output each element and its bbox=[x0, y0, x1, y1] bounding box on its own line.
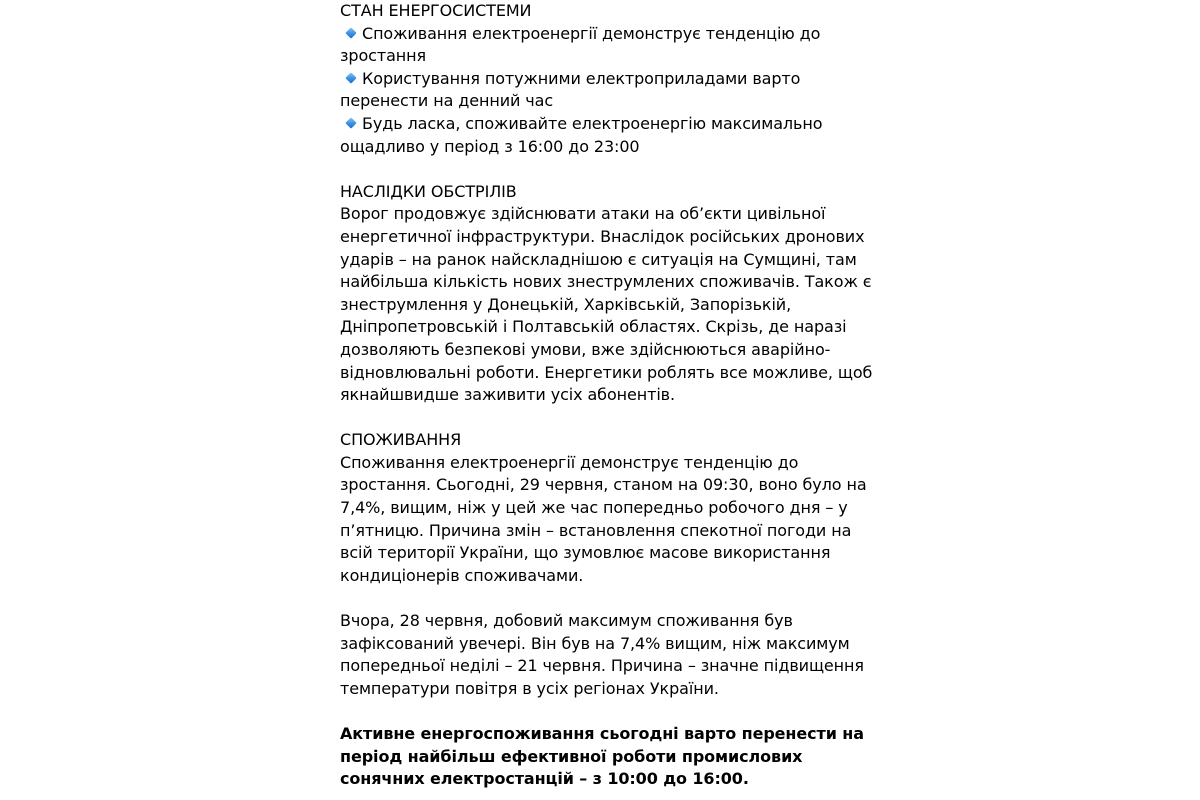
paragraph-gap bbox=[340, 700, 880, 723]
bullet-item bbox=[340, 23, 880, 68]
paragraph-gap bbox=[340, 158, 880, 181]
consumption-paragraph-2: Вчора, 28 червня, добовий максимум споживання був зафіксований увечері. Він був на 7,4% вищим, ніж максимум попередньої неділі – 21 червня. Причина – значне підвищення температури повітря в усіх регіонах України. bbox=[340, 611, 864, 698]
blue-diamond-icon bbox=[345, 73, 356, 84]
bullet-text: Користування потужними електроприладами варто перенести на денний час bbox=[340, 68, 801, 111]
bullet-item bbox=[340, 113, 880, 158]
bullet-text: Будь ласка, споживайте електроенергію максимально ощадливо у період з 16:00 до 23:00 bbox=[340, 113, 823, 156]
section-title-grid-status: СТАН ЕНЕРГОСИСТЕМИ bbox=[340, 1, 532, 20]
message-post bbox=[340, 0, 880, 791]
paragraph-gap bbox=[340, 407, 880, 430]
paragraph-gap bbox=[340, 587, 880, 610]
bold-recommendation: Активне енергоспоживання сьогодні варто перенести на період найбільш ефективної роботи промислових сонячних електростанцій – з 10:00 до 16:00. bbox=[340, 724, 864, 789]
section-title-shelling: НАСЛІДКИ ОБСТРІЛІВ bbox=[340, 181, 517, 201]
bullet-item bbox=[340, 68, 880, 113]
blue-diamond-icon bbox=[345, 118, 356, 129]
section-title-consumption: СПОЖИВАННЯ bbox=[340, 430, 462, 450]
consumption-paragraph-1: Споживання електроенергії демонструє тенденцію до зростання. Сьогодні, 29 червня, станом на 09:30, воно було на 7,4%, вищим, ніж у цей же час попередньо робочого дня – у п’ятницю. Причина змін – встановлення спекотної погоди на всій території України, що зумовлює масове використання кондиціонерів споживачами. bbox=[340, 452, 867, 585]
shelling-paragraph: Ворог продовжує здійснювати атаки на об’єкти цивільної енергетичної інфраструктури. Внаслідок російських дронових ударів – на ранок найскладнішою є ситуація на Сумщині, там найбільша кількість нових знеструмлених споживачів. Також є знеструмлення у Донецькій, Харківській, Запорізькій, Дніпропетровській і Полтавській областях. Скрізь, де наразі дозволяють безпекові умови, вже здійснюються аварійно-відновлювальні роботи. Енергетики роблять все можливе, щоб якнайшвидше заживити усіх абонентів. bbox=[340, 204, 873, 405]
bullet-text: Споживання електроенергії демонструє тенденцію до зростання bbox=[340, 23, 821, 66]
blue-diamond-icon bbox=[345, 28, 356, 39]
grid-status-bullet-list bbox=[340, 23, 880, 159]
